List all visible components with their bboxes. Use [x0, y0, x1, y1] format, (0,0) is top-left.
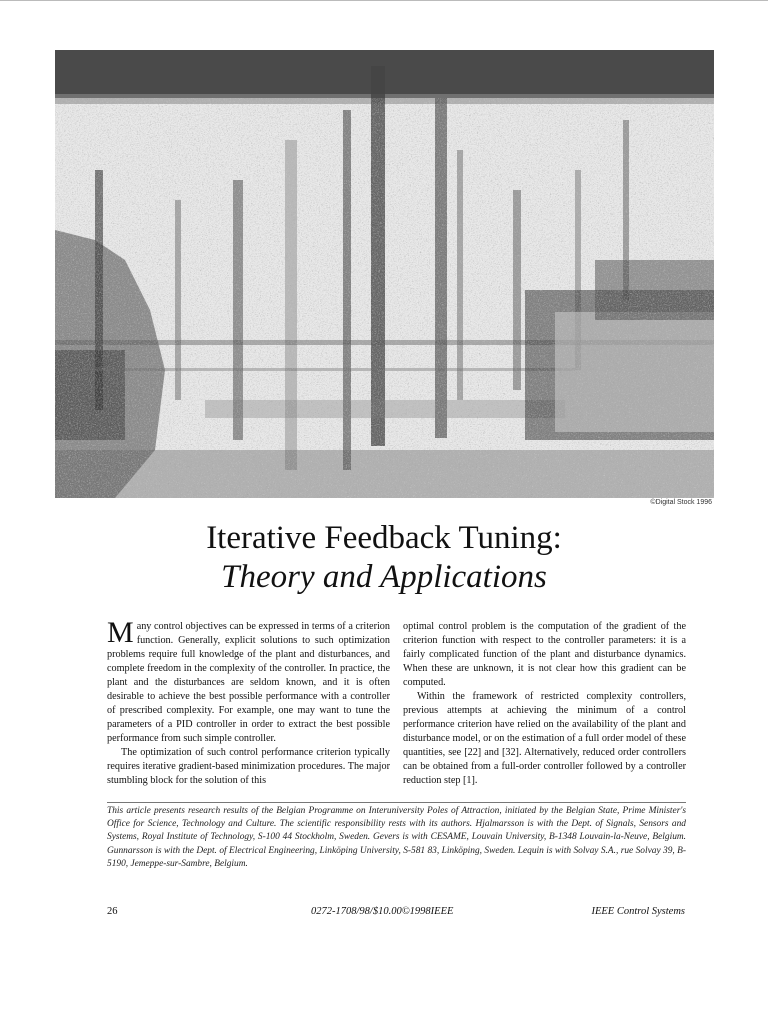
issn-line: 0272-1708/98/$10.00©1998IEEE	[311, 906, 454, 917]
body-column-right	[403, 620, 686, 788]
paragraph: The optimization of such control performance criterion typically requires iterative gradient-based minimization procedures. The major stumbling block for the solution of this	[107, 747, 390, 786]
top-border-rule	[0, 0, 768, 1]
page-number: 26	[107, 906, 118, 917]
industrial-plant-photo	[55, 50, 714, 498]
paragraph-text: any control objectives can be expressed in terms of a criterion function. Generally, explicit solutions to such optimization problems require full knowledge of the plant and disturbances, and complete freedom in the complexity of the controller. In practice, the plant and the disturbances are seldom known, and it is often desirable to achieve the best possible performance with a controller of prescribed complexity. For example, one may want to tune the parameters of a PID controller in order to extract the best possible performance from such simple controller.	[107, 621, 390, 744]
journal-name: IEEE Control Systems	[591, 906, 685, 917]
paragraph: optimal control problem is the computation of the gradient of the criterion function with respect to the controller parameters: it is a fairly complicated function of the plant and disturbance dynamics. When these are unknown, it is not clear how this gradient can be computed.	[403, 621, 686, 688]
photo-credit: ©Digital Stock 1996	[650, 499, 712, 506]
paragraph	[107, 616, 390, 746]
drop-cap: M	[107, 616, 134, 649]
body-column-left	[107, 616, 390, 788]
footnote-divider	[107, 802, 686, 803]
paragraph: Within the framework of restricted complexity controllers, previous attempts at achieving the minimum of a control performance criterion have relied on the availability of the plant and disturbance model, or on the estimation of a full order model of these quantities, see [22] and [32]. Alternatively, reduced order controllers can be obtained from a full-order controller followed by a controller reduction step [1].	[403, 691, 686, 786]
article-subtitle: Theory and Applications	[221, 559, 547, 595]
article-title: Iterative Feedback Tuning:	[206, 520, 562, 556]
footnote: This article presents research results of the Belgian Programme on Interuniversity Poles of Attraction, initiated by the Belgian State, Prime Minister's Office for Science, Technology and Culture. The scientific responsibility rests with its authors. Hjalmarsson is with the Dept. of Signals, Sensors and Systems, Royal Institute of Technology, S-100 44 Stockholm, Sweden. Gevers is with CESAME, Louvain University, B-1348 Louvain-la-Neuve, Belgium. Gunnarsson is with the Dept. of Electrical Engineering, Linköping University, S-581 83, Linköping, Sweden. Lequin is with Solvay S.A., rue Solvay 39, B-5190, Jemeppe-sur-Sambre, Belgium.	[107, 806, 686, 869]
